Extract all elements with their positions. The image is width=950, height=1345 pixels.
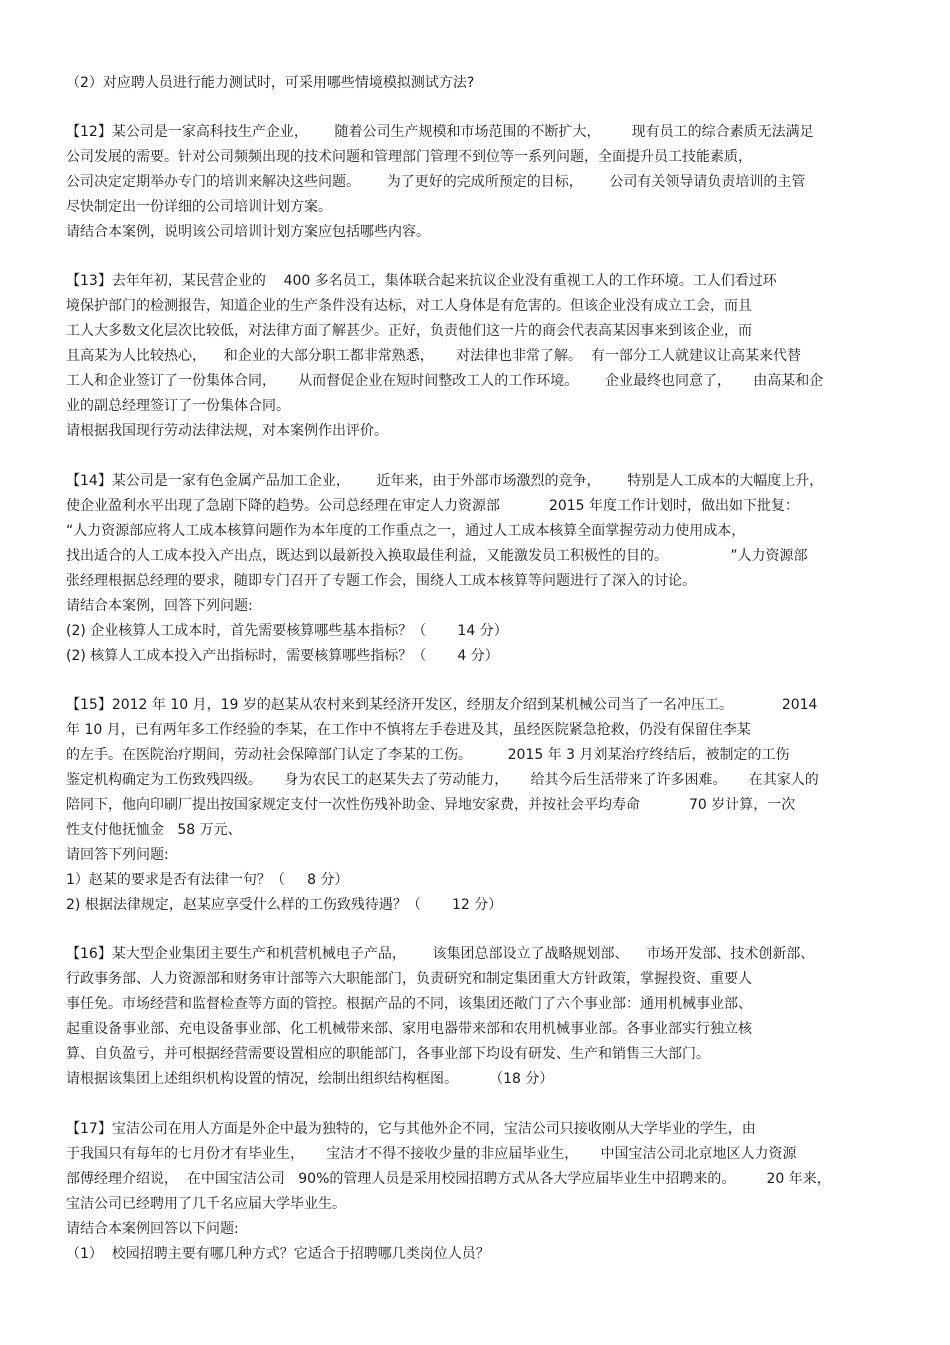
- text-line: (2) 企业核算人工成本时，首先需要核算哪些基本指标？（ 14 分）: [66, 623, 508, 639]
- text-line: 公司发展的需要。针对公司频频出现的技术问题和管理部门管理不到位等一系列问题，全面提升员工技能素质，: [66, 149, 752, 165]
- text-line: 鉴定机构确定为工伤致残四级。 身为农民工的赵某失去了劳动能力， 给其今后生活带来了许多困难。 在其家人的: [66, 772, 819, 788]
- text-line: 【14】某公司是一家有色金属产品加工企业， 近年来，由于外部市场激烈的竞争， 特别是人工成本的大幅度上升，: [66, 473, 824, 489]
- text-line: 算、自负盈亏，并可根据经营需要设置相应的职能部门，各事业部下均设有研发、生产和销售三大部门。: [66, 1046, 710, 1062]
- text-line: 请回答下列问题:: [66, 847, 169, 863]
- text-line: 工人大多数文化层次比较低，对法律方面了解甚少。正好，负责他们这一片的商会代表高某因事来到该企业，而: [66, 323, 752, 339]
- text-line: 于我国只有每年的七月份才有毕业生， 宝洁才不得不接收少量的非应届毕业生， 中国宝洁公司北京地区人力资源: [66, 1146, 797, 1162]
- text-line: 使企业盈利水平出现了急剧下降的趋势。公司总经理在审定人力资源部 2015 年度工作计划时，做出如下批复：: [66, 498, 800, 514]
- text-line: 请结合本案例，说明该公司培训计划方案应包括哪些内容。: [66, 224, 430, 240]
- text-line: (2) 核算人工成本投入产出指标时，需要核算哪些指标？（ 4 分）: [66, 648, 499, 664]
- text-line: 且高某为人比较热心， 和企业的大部分职工都非常熟悉， 对法律也非常了解。 有一部分工人就建议让高某来代替: [66, 348, 801, 364]
- text-line: 找出适合的人工成本投入产出点，既达到以最新投入换取最佳利益，又能激发员工积极性的目的。 ”人力资源部: [66, 548, 808, 564]
- text-line: 请根据我国现行劳动法律法规，对本案例作出评价。: [66, 423, 388, 439]
- text-line: 请结合本案例，回答下列问题:: [66, 598, 253, 614]
- text-line: 业的副总经理签订了一份集体合同。: [66, 398, 290, 414]
- text-line: 的左手。在医院治疗期间，劳动社会保障部门认定了李某的工伤。 2015 年 3 月刘某治疗终结后，被制定的工伤: [66, 747, 790, 763]
- text-line: 宝洁公司已经聘用了几千名应届大学毕业生。: [66, 1196, 346, 1212]
- text-line: 请根据该集团上述组织机构设置的情况，绘制出组织结构框图。 （18 分）: [66, 1071, 554, 1087]
- text-line: 【12】某公司是一家高科技生产企业， 随着公司生产规模和市场范围的不断扩大， 现有员工的综合素质无法满足: [66, 124, 814, 140]
- text-line: 事任免。市场经营和监督检查等方面的管控。根据产品的不同，该集团还敞门了六个事业部：通用机械事业部、: [66, 996, 752, 1012]
- text-line: 请结合本案例回答以下问题:: [66, 1221, 239, 1237]
- text-line: （1） 校园招聘主要有哪几种方式？它适合于招聘哪几类岗位人员？: [66, 1246, 490, 1262]
- text-line: 起重设备事业部、充电设备事业部、化工机械带来部、家用电器带来部和农用机械事业部。各事业部实行独立核: [66, 1021, 752, 1037]
- text-line: 【13】去年年初，某民营企业的 400 多名员工，集体联合起来抗议企业没有重视工人的工作环境。工人们看过环: [66, 273, 777, 289]
- text-line: 【17】宝洁公司在用人方面是外企中最为独特的，它与其他外企不同，宝洁公司只接收刚从大学毕业的学生，由: [66, 1121, 756, 1137]
- text-line: “人力资源部应将人工成本核算问题作为本年度的工作重点之一，通过人工成本核算全面掌握劳动力使用成本，: [66, 523, 746, 539]
- text-line: （2）对应聘人员进行能力测试时，可采用哪些情境模拟测试方法?: [66, 75, 475, 91]
- text-line: 年 10 月，已有两年多工作经验的李某，在工作中不慎将左手卷进及其，虽经医院紧急抢救，仍没有保留住李某: [66, 722, 751, 738]
- text-line: 【16】某大型企业集团主要生产和机营机械电子产品， 该集团总部设立了战略规划部、 市场开发部、技术创新部、: [66, 946, 815, 962]
- text-line: 1）赵某的要求是否有法律一句？（ 8 分）: [66, 872, 349, 888]
- text-line: 2) 根据法律规定，赵某应享受什么样的工伤致残待遇？（ 12 分）: [66, 897, 503, 913]
- text-line: 公司决定定期举办专门的培训来解决这些问题。 为了更好的完成所预定的目标， 公司有关领导请负责培训的主管: [66, 174, 806, 190]
- text-line: 性支付他抚恤金 58 万元、: [66, 822, 242, 838]
- text-line: 张经理根据总经理的要求，随即专门召开了专题工作会，围绕人工成本核算等问题进行了深入的讨论。: [66, 573, 696, 589]
- text-line: 【15】2012 年 10 月，19 岁的赵某从农村来到某经济开发区，经朋友介绍到某机械公司当了一名冲压工。 2014: [66, 697, 818, 713]
- text-line: 工人和企业签订了一份集体合同， 从而督促企业在短时间整改工人的工作环境。 企业最终也同意了， 由高某和企: [66, 373, 824, 389]
- text-line: 尽快制定出一份详细的公司培训计划方案。: [66, 199, 332, 215]
- text-line: 行政事务部、人力资源部和财务审计部等六大职能部门，负责研究和制定集团重大方针政策，掌握投资、重要人: [66, 971, 752, 987]
- text-line: 部傅经理介绍说， 在中国宝洁公司 90%的管理人员是采用校园招聘方式从各大学应届毕业生中招聘来的。 20 年来，: [66, 1171, 831, 1187]
- text-line: 陪同下，他向印刷厂提出按国家规定支付一次性伤残补助金、异地安家费，并按社会平均寿命 70 岁计算，一次: [66, 797, 796, 813]
- text-line: 境保护部门的检测报告，知道企业的生产条件没有达标，对工人身体是有危害的。但该企业没有成立工会，而且: [66, 298, 752, 314]
